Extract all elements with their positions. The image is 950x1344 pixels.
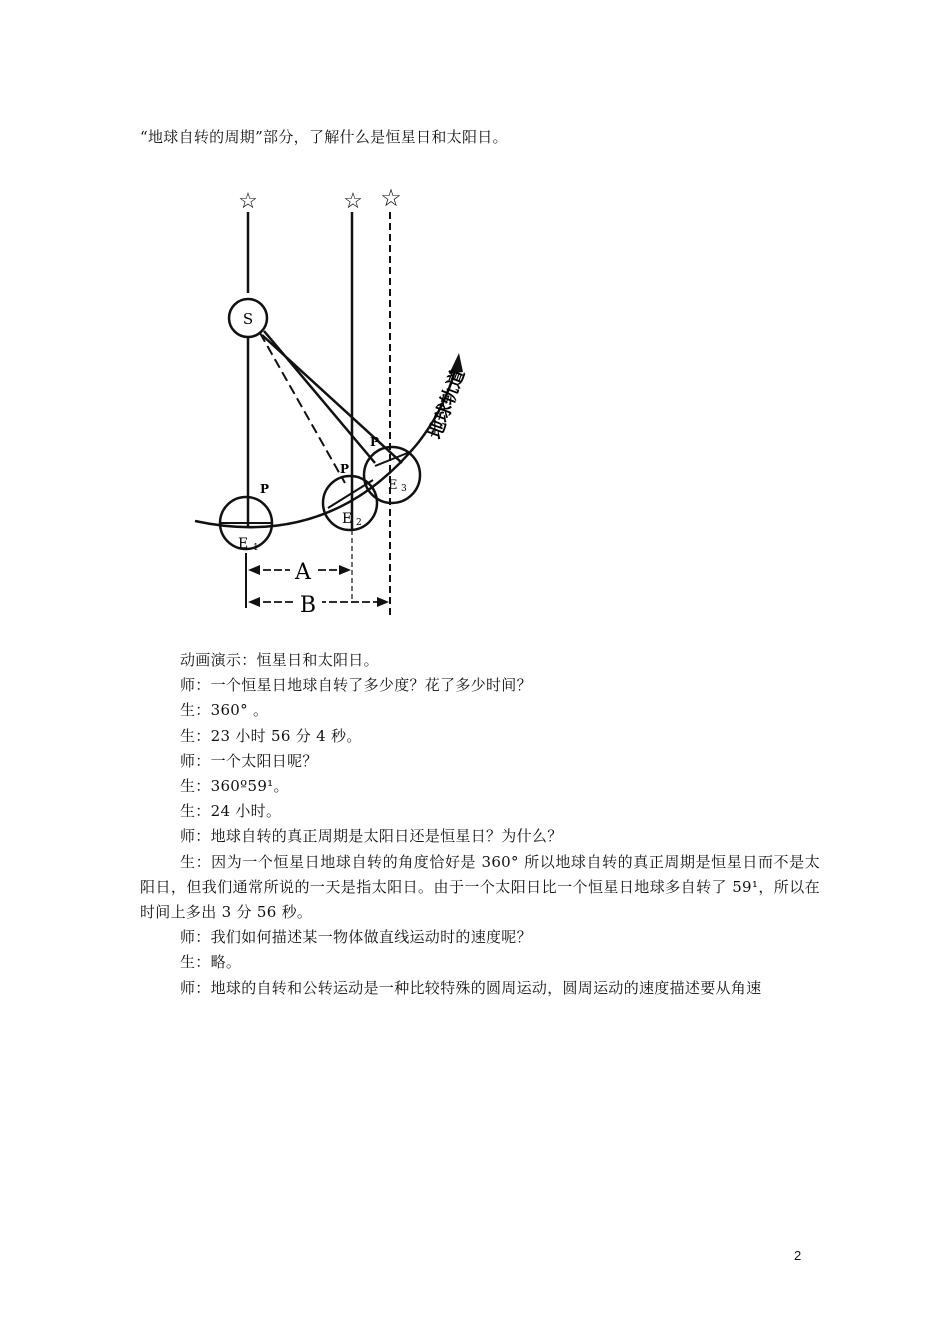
paragraph: 动画演示：恒星日和太阳日。 [180, 651, 379, 669]
sun-earth2-line [260, 333, 345, 483]
paragraph: 生：360° 。 [180, 701, 269, 720]
paragraph: 师：我们如何描述某一物体做直线运动时的速度呢？ [180, 928, 532, 947]
dialogue-body [140, 648, 820, 1001]
dim-b-label: B [299, 593, 317, 618]
earth-3-label: E [388, 478, 398, 493]
paragraph: 师：一个恒星日地球自转了多少度？花了多少时间？ [180, 676, 532, 695]
dim-a-arrow-left-icon [248, 565, 260, 575]
p-label-3: P [370, 435, 380, 449]
paragraph: 师：地球自转的真正周期是太阳日还是恒星日？为什么？ [180, 827, 563, 846]
p-label-2: P [340, 462, 350, 476]
star-icon: ☆ [343, 189, 363, 214]
star-icon: ☆ [380, 184, 402, 212]
p-label-1: P [260, 482, 270, 496]
paragraph: 师：一个太阳日呢？ [180, 751, 318, 770]
intro-line: “地球自转的周期”部分，了解什么是恒星日和太阳日。 [140, 128, 508, 146]
earth-3-sub: 3 [401, 484, 407, 494]
earth-2-sub: 2 [356, 518, 362, 528]
dim-b-arrow-left-icon [248, 597, 260, 607]
star-icon: ☆ [238, 189, 258, 214]
earth-1-sub: 1 [253, 543, 259, 553]
sidereal-solar-day-diagram [170, 178, 530, 626]
sun-label: S [242, 310, 254, 328]
earth-1-label: E [238, 536, 249, 552]
dim-b-arrow-right-icon [377, 597, 389, 607]
paragraph: 师：地球的自转和公转运动是一种比较特殊的圆周运动，圆周运动的速度描述要从角速 [180, 978, 762, 997]
paragraph: 生：因为一个恒星日地球自转的角度恰好是 360° 所以地球自转的真正周期是恒星日而不是太阳日，但我们通常所说的一天是指太阳日。由于一个太阳日比一个恒星日地球多自转了 59¹，所以在时间上多出 3 分 56 秒。 [140, 852, 820, 922]
dim-a-label: A [295, 560, 311, 585]
earth-2-label: E [342, 511, 353, 527]
paragraph: 生：360º59¹。 [180, 777, 289, 796]
diagram-svg [170, 178, 530, 626]
dim-a-arrow-right-icon [339, 565, 351, 575]
paragraph: 生：23 小时 56 分 4 秒。 [180, 726, 362, 745]
sun-earth3-line-b [262, 335, 402, 463]
paragraph: 生：略。 [180, 953, 242, 972]
page-number: 2 [794, 1248, 802, 1263]
orbit-label: 地球轨道 [424, 366, 470, 442]
paragraph: 生：24 小时。 [180, 802, 282, 821]
